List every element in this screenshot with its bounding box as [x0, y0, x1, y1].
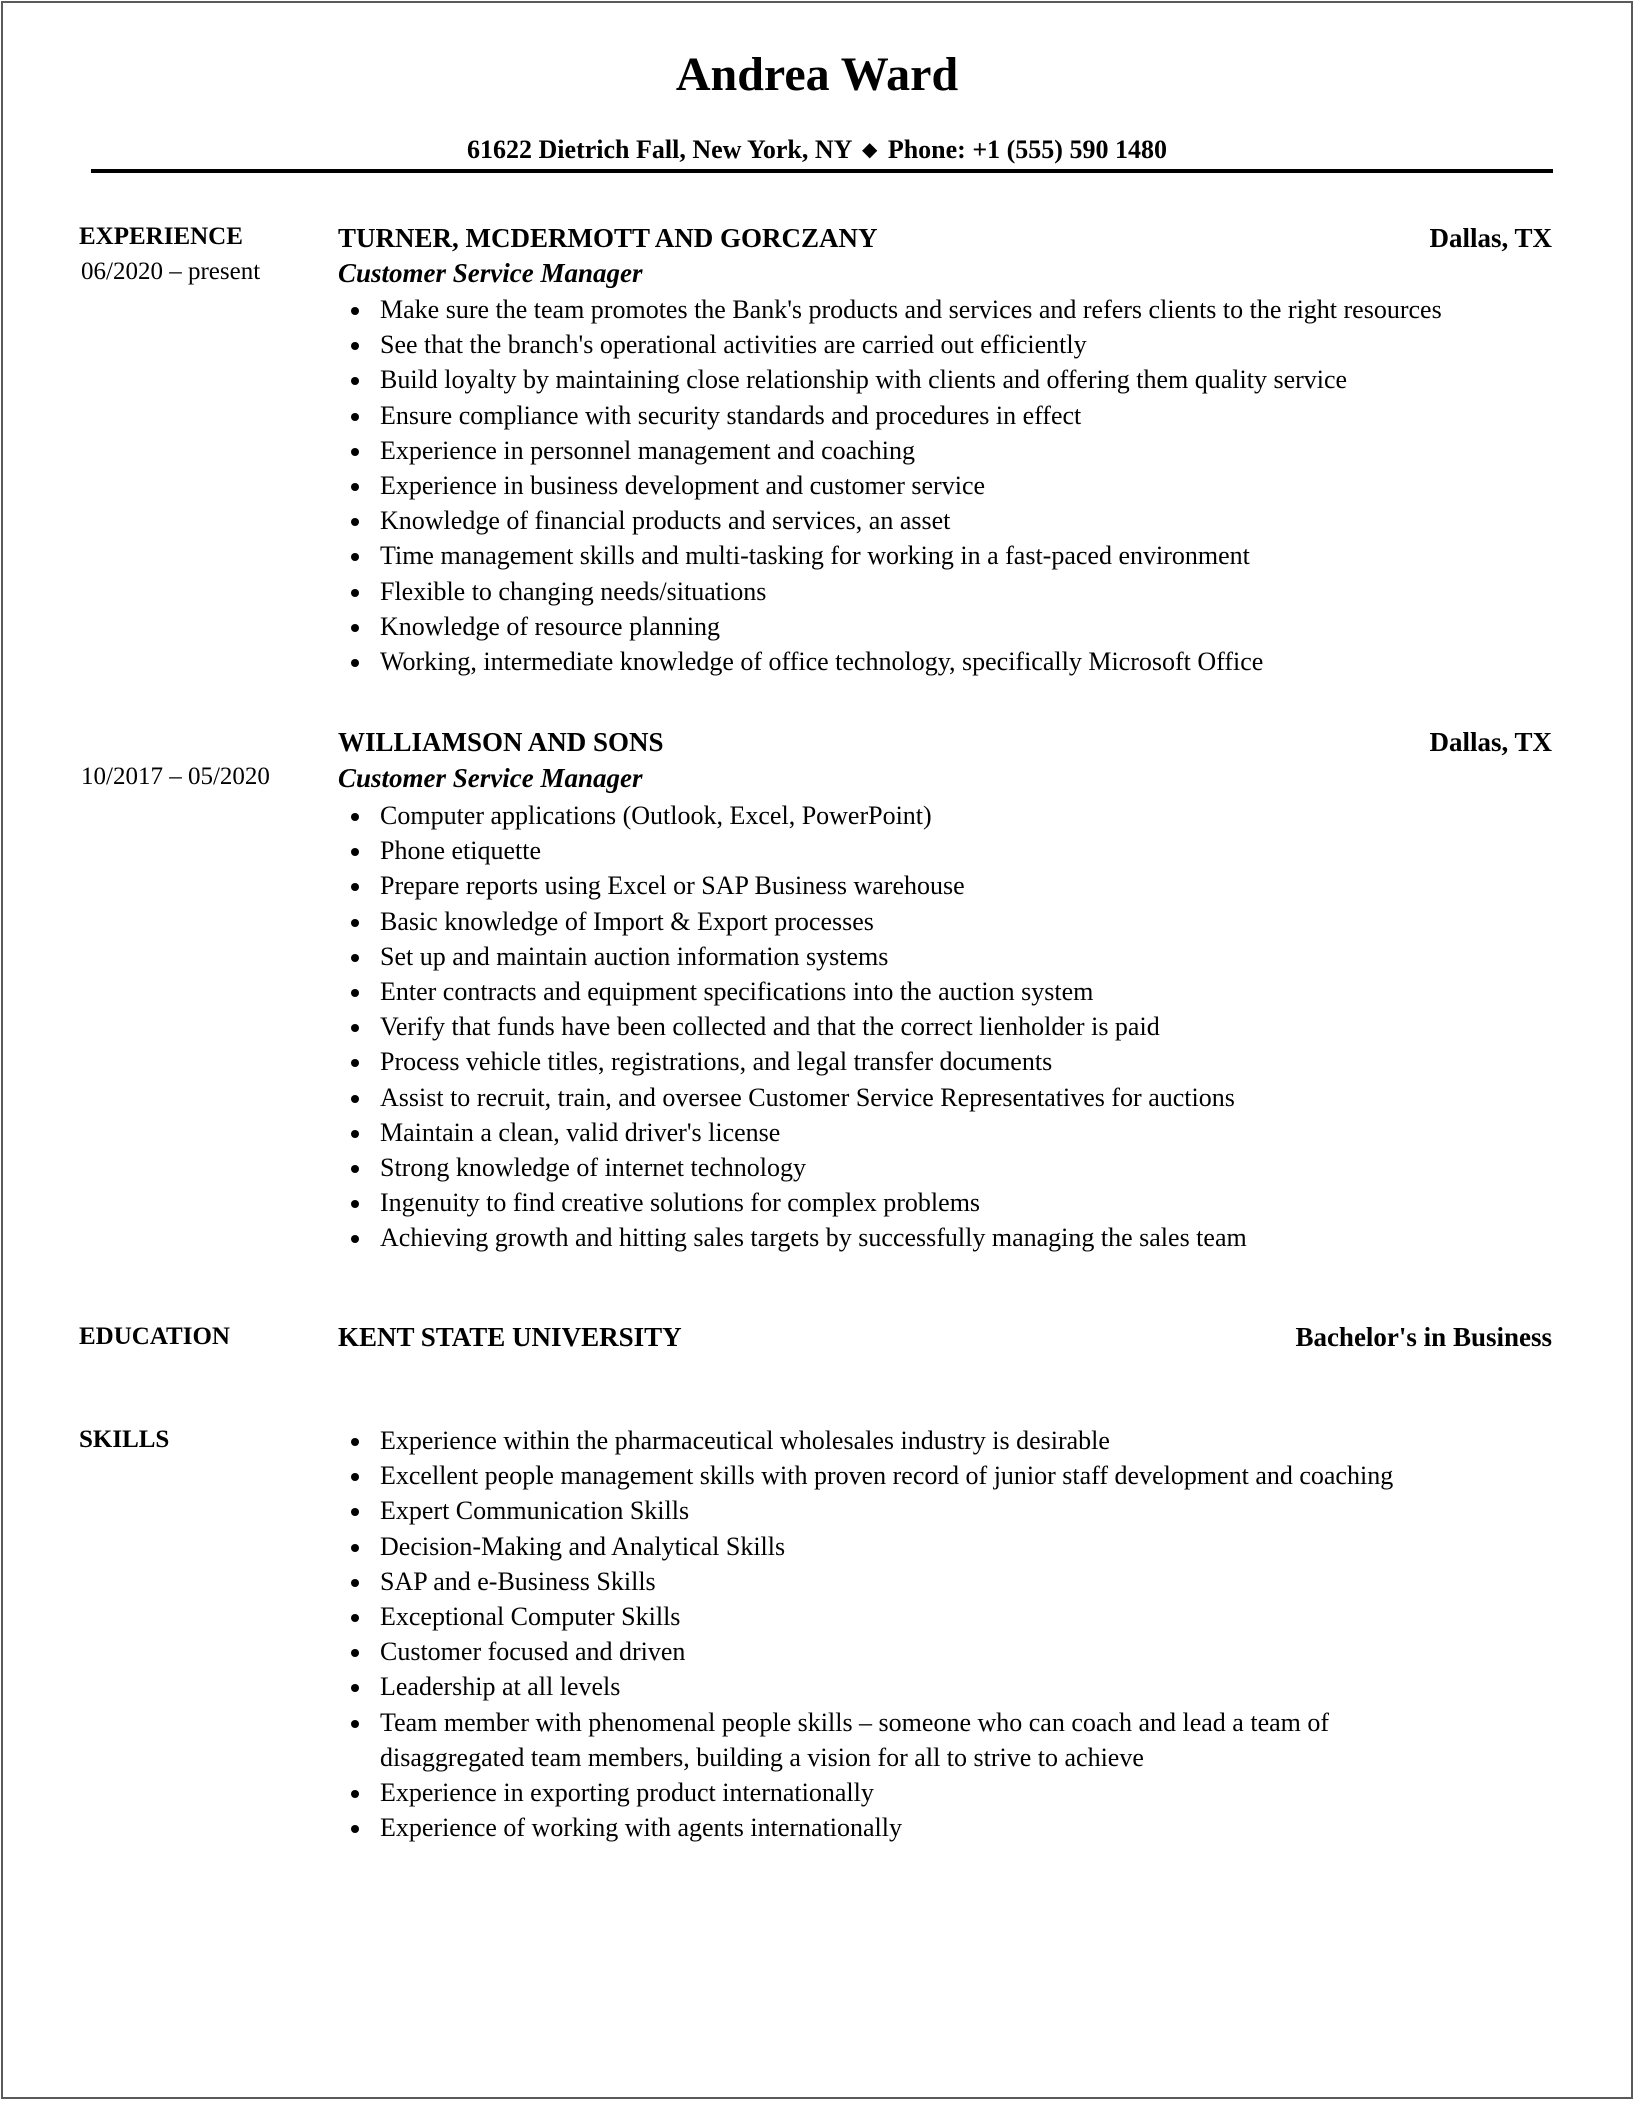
list-item: Expert Communication Skills: [344, 1493, 1574, 1528]
list-item: Set up and maintain auction information systems: [344, 939, 1574, 974]
list-item: Strong knowledge of internet technology: [344, 1150, 1574, 1185]
resume-page: [1, 1, 1633, 2099]
contact-line: [3, 134, 1631, 166]
list-item: Experience in business development and customer service: [344, 468, 1574, 503]
job-location: Dallas, TX: [1429, 727, 1552, 757]
job-duties-list: [344, 798, 1574, 1256]
candidate-name: Andrea Ward: [675, 48, 959, 101]
job-title: Customer Service Manager: [338, 258, 643, 288]
phone: Phone: +1 (555) 590 1480: [887, 135, 1167, 164]
list-item: Leadership at all levels: [344, 1669, 1574, 1704]
skills-heading: SKILLS: [79, 1426, 170, 1453]
list-item: Customer focused and driven: [344, 1634, 1574, 1669]
list-item: Exceptional Computer Skills: [344, 1599, 1574, 1634]
job-location: Dallas, TX: [1429, 223, 1552, 253]
list-item: Assist to recruit, train, and oversee Customer Service Representatives for auctions: [344, 1080, 1574, 1115]
list-item: Working, intermediate knowledge of office technology, specifically Microsoft Office: [344, 644, 1574, 679]
list-item: Verify that funds have been collected and that the correct lienholder is paid: [344, 1009, 1574, 1044]
list-item: Computer applications (Outlook, Excel, PowerPoint): [344, 798, 1574, 833]
list-item: Experience in personnel management and coaching: [344, 433, 1574, 468]
list-item: Time management skills and multi-tasking for working in a fast-paced environment: [344, 538, 1574, 573]
list-item: Enter contracts and equipment specifications into the auction system: [344, 974, 1574, 1009]
header-divider: [91, 169, 1553, 173]
address: 61622 Dietrich Fall, New York, NY: [467, 135, 852, 164]
list-item: Build loyalty by maintaining close relationship with clients and offering them quality service: [344, 362, 1574, 397]
experience-heading: EXPERIENCE: [79, 223, 243, 250]
list-item: Knowledge of resource planning: [344, 609, 1574, 644]
job-employer: WILLIAMSON AND SONS: [338, 727, 664, 757]
list-item: Prepare reports using Excel or SAP Business warehouse: [344, 868, 1574, 903]
list-item: Flexible to changing needs/situations: [344, 574, 1574, 609]
degree: Bachelor's in Business: [1295, 1322, 1552, 1352]
list-item: Team member with phenomenal people skills – someone who can coach and lead a team of disaggregated team members, building a vision for all to strive to achieve: [344, 1705, 1574, 1775]
list-item: Basic knowledge of Import & Export processes: [344, 904, 1574, 939]
job-title: Customer Service Manager: [338, 763, 643, 793]
list-item: Experience within the pharmaceutical wholesales industry is desirable: [344, 1423, 1574, 1458]
job-duties-list: [344, 292, 1574, 679]
list-item: SAP and e-Business Skills: [344, 1564, 1574, 1599]
job-employer: TURNER, MCDERMOTT AND GORCZANY: [338, 223, 878, 253]
list-item: Make sure the team promotes the Bank's products and services and refers clients to the right resources: [344, 292, 1574, 327]
list-item: Experience in exporting product internationally: [344, 1775, 1574, 1810]
list-item: Knowledge of financial products and services, an asset: [344, 503, 1574, 538]
list-item: Process vehicle titles, registrations, and legal transfer documents: [344, 1044, 1574, 1079]
list-item: See that the branch's operational activities are carried out efficiently: [344, 327, 1574, 362]
list-item: Achieving growth and hitting sales targets by successfully managing the sales team: [344, 1220, 1574, 1255]
list-item: Maintain a clean, valid driver's license: [344, 1115, 1574, 1150]
skills-list: [344, 1423, 1574, 1845]
list-item: Experience of working with agents internationally: [344, 1810, 1574, 1845]
diamond-separator-icon: ◆: [861, 139, 878, 161]
school-name: KENT STATE UNIVERSITY: [338, 1322, 682, 1352]
list-item: Ensure compliance with security standards and procedures in effect: [344, 398, 1574, 433]
job-dates: 06/2020 – present: [81, 258, 261, 285]
job-dates: 10/2017 – 05/2020: [81, 763, 270, 790]
list-item: Excellent people management skills with proven record of junior staff development and coaching: [344, 1458, 1574, 1493]
list-item: Decision-Making and Analytical Skills: [344, 1529, 1574, 1564]
list-item: Ingenuity to find creative solutions for complex problems: [344, 1185, 1574, 1220]
list-item: Phone etiquette: [344, 833, 1574, 868]
education-heading: EDUCATION: [79, 1323, 230, 1350]
